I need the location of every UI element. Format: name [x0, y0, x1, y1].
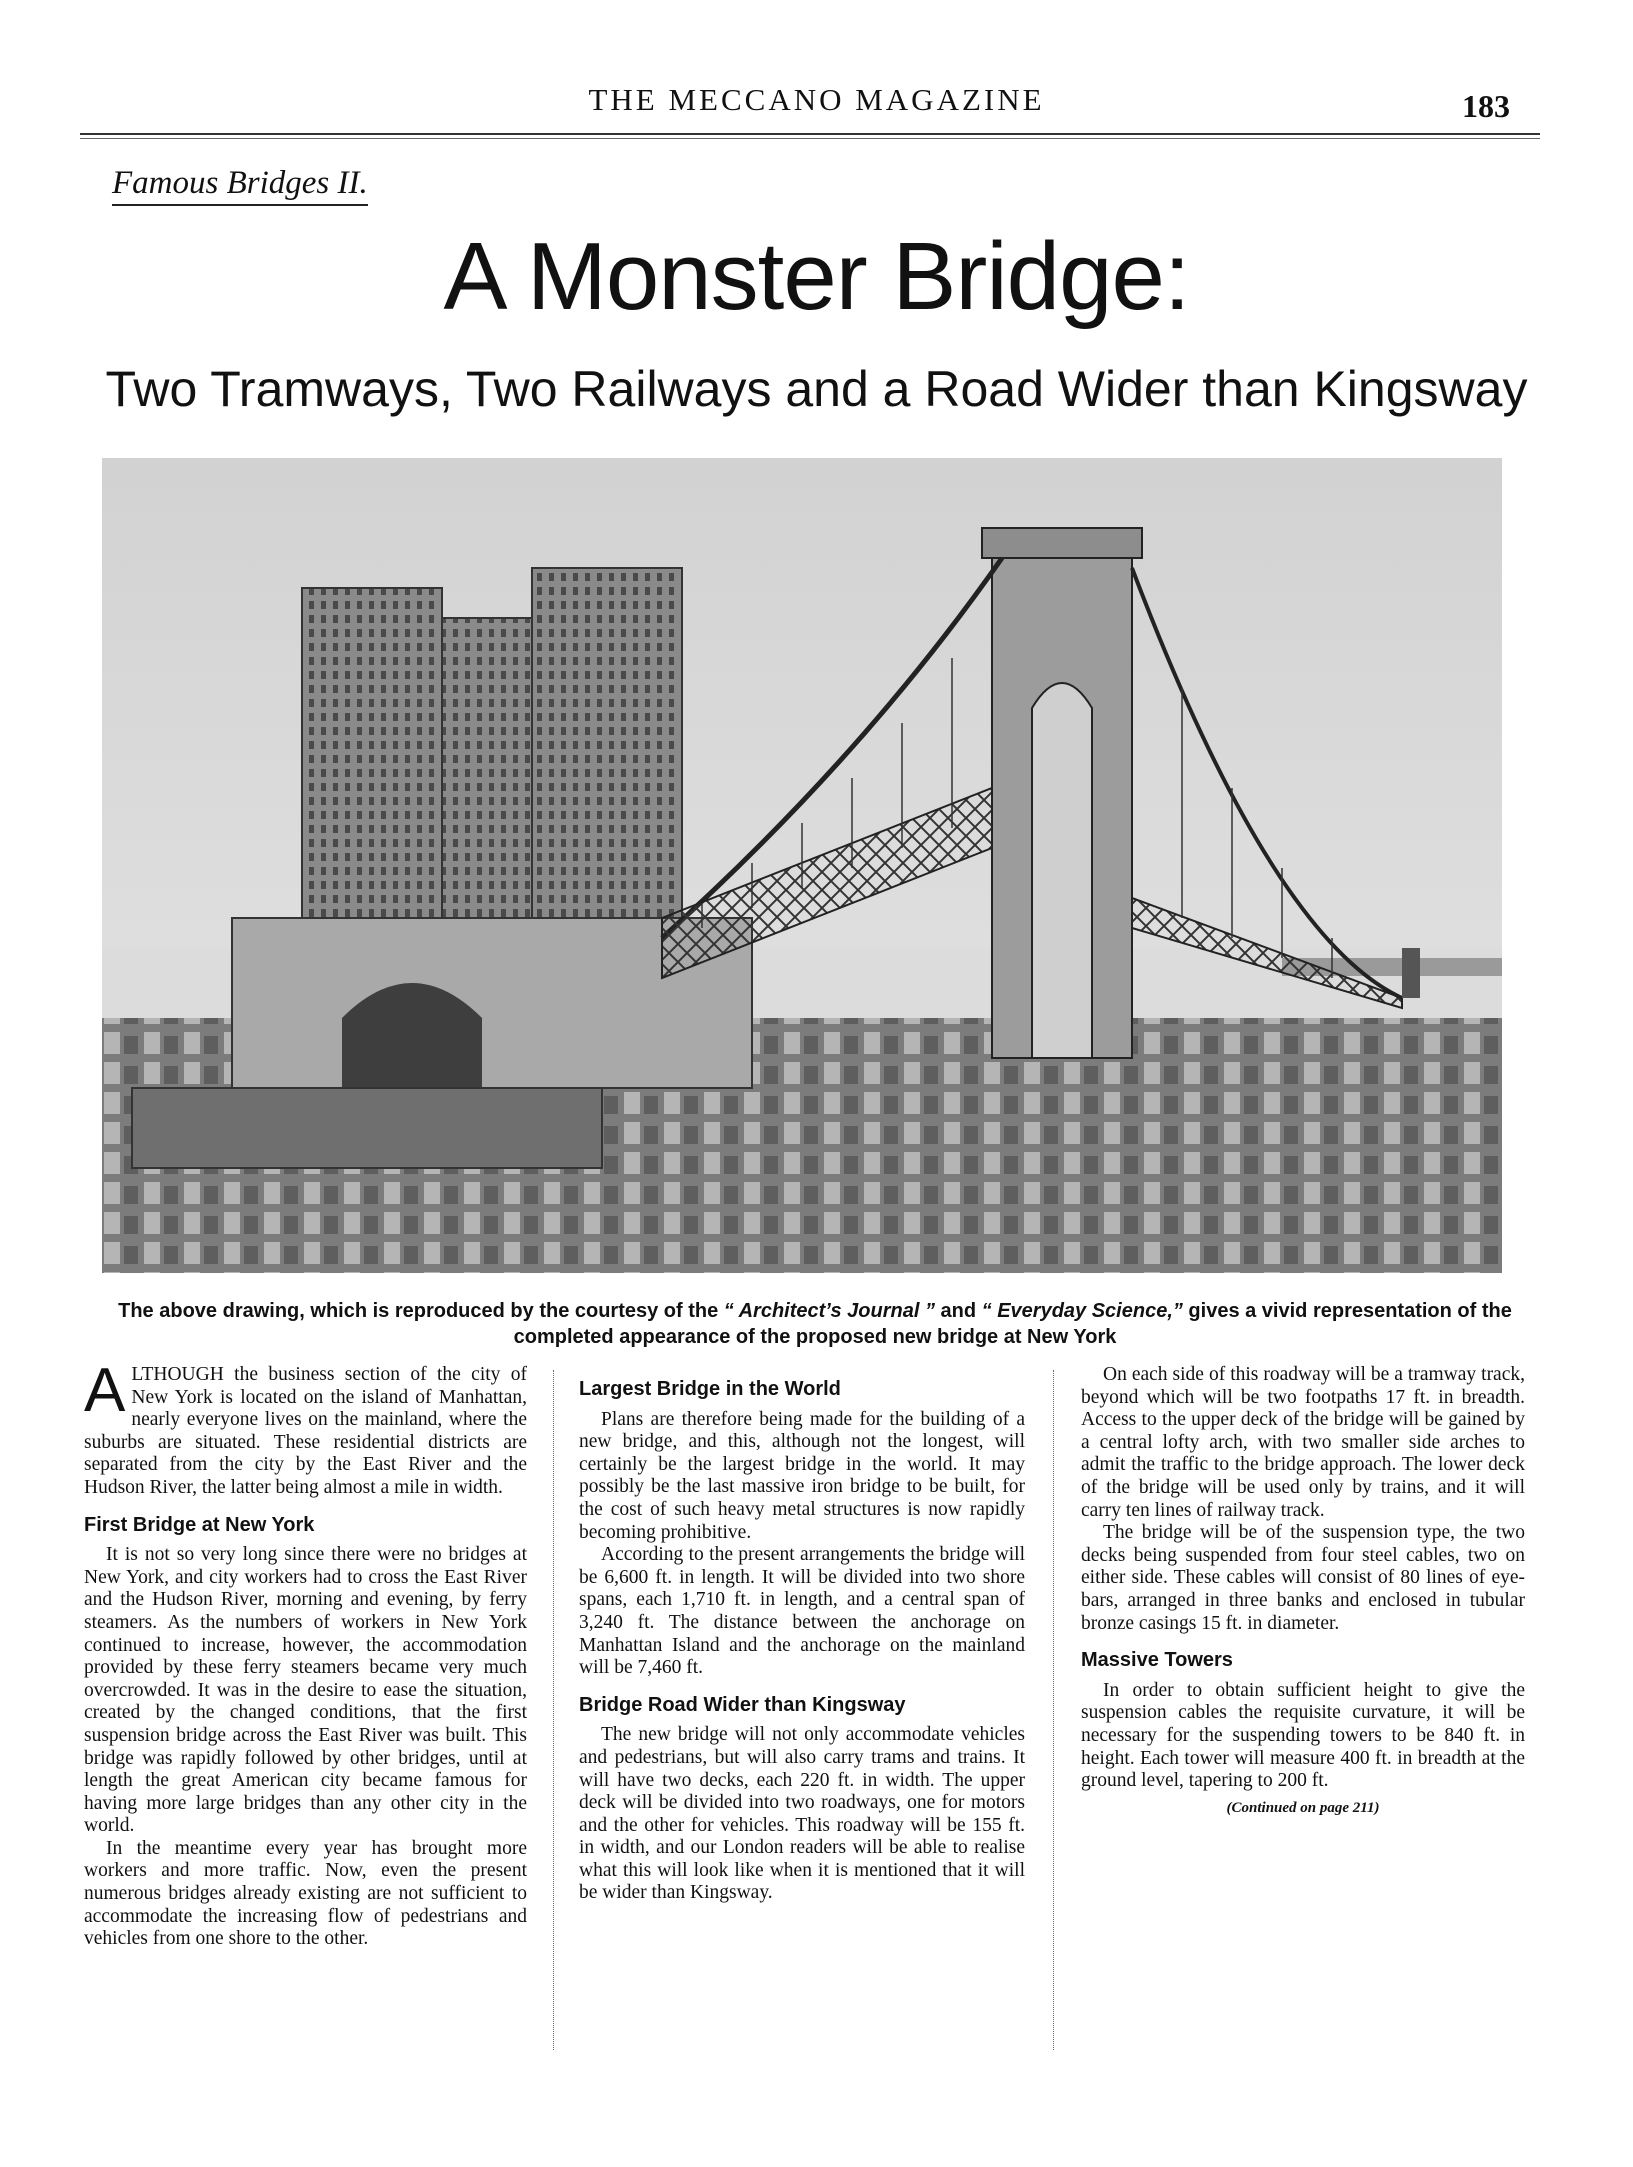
running-head: THE MECCANO MAGAZINE — [588, 82, 1045, 117]
paragraph: The new bridge will not only accommodate vehicles and pedestrians, but will also carry trams and trains. It will have two decks, each 220 ft. in width. The upper deck will be divided into two roadways, one for motors and the other for vehicles. This roadway will be 155 ft. in width, and our London readers will be able to realise what this will look like when it is mentioned that it will be wider than Kingsway. — [579, 1724, 1025, 1904]
paragraph: On each side of this roadway will be a tramway track, beyond which will be two footpaths 17 ft. in breadth. Access to the upper deck of the bridge will be gained by a central lofty arch, with two smaller side arches to admit the traffic to the bridge approach. The lower deck of the bridge will be used only by trains, and it will carry ten lines of railway track. — [1081, 1364, 1525, 1521]
continued-note: (Continued on page 211) — [1226, 1799, 1380, 1816]
section-heading: First Bridge at New York — [84, 1513, 315, 1536]
caption-journal-2: “ Everyday Science,” — [981, 1300, 1183, 1322]
section-heading: Bridge Road Wider than Kingsway — [579, 1693, 906, 1716]
illustration-caption — [75, 1298, 1555, 1350]
column-rule-1 — [553, 1370, 554, 2050]
caption-journal-1: “ Architect’s Journal ” — [723, 1300, 935, 1322]
caption-text-3: gives a vivid representation of the completed appearance of the proposed new bridge at New York — [513, 1300, 1512, 1348]
paragraph: The bridge will be of the suspension type, the two decks being suspended from four steel cables, two on either side. These cables will consist of 80 lines of eye-bars, arranged in three banks and enclosed in tubular bronze casings 15 ft. in diameter. — [1081, 1522, 1525, 1634]
series-label: Famous Bridges II. — [112, 165, 368, 206]
paragraph: In the meantime every year has brought more workers and more traffic. Now, even the present numerous bridges already existing are not sufficient to accommodate the increasing flow of pedestrians and vehicles from one shore to the other. — [84, 1837, 527, 1950]
caption-text-2: and — [934, 1300, 982, 1322]
article-subtitle: Two Tramways, Two Railways and a Road Wider than Kingsway — [105, 361, 1528, 417]
column-3 — [1081, 1364, 1525, 1819]
paragraph: ALTHOUGH the business section of the city of New York is located on the island of Manhattan, nearly everyone lives on the mainland, where the suburbs are situated. These residential districts are separated from the city by the East River and the Hudson River, the latter being almost a mile in width. — [84, 1356, 527, 1498]
column-rule-2 — [1053, 1370, 1054, 2050]
caption-text-1: The above drawing, which is reproduced by the courtesy of the — [118, 1300, 724, 1322]
column-1 — [84, 1356, 527, 1951]
drop-cap: A — [84, 1356, 126, 1425]
paragraph: Plans are therefore being made for the building of a new bridge, and this, although not the longest, will certainly be the largest bridge in the world. It may possibly be the last massive iron bridge to be built, for the cost of such heavy metal structures is now rapidly becoming prohibitive. — [579, 1408, 1025, 1543]
bridge-illustration — [102, 458, 1502, 1273]
paragraph: In order to obtain sufficient height to give the suspension cables the requisite curvature, it will be necessary for the suspending towers to be 840 ft. in height. Each tower will measure 400 ft. in breadth at the ground level, tapering to 200 ft. — [1081, 1679, 1525, 1792]
paragraph: According to the present arrangements the bridge will be 6,600 ft. in length. It will be divided into two shore spans, each 1,710 ft. in length, and a central span of 3,240 ft. The distance between the anchorage on Manhattan Island and the anchorage on the mainland will be 7,460 ft. — [579, 1544, 1025, 1679]
page-number: 183 — [1462, 88, 1510, 124]
article-title: A Monster Bridge: — [443, 223, 1190, 330]
header-rule — [80, 133, 1540, 135]
header-rule-secondary — [80, 138, 1540, 139]
column-2 — [579, 1364, 1025, 1905]
section-heading: Massive Towers — [1081, 1649, 1233, 1672]
paragraph: It is not so very long since there were no bridges at New York, and city workers had to cross the East River and the Hudson River, morning and evening, by ferry steamers. As the numbers of workers in New York continued to increase, however, the accommodation provided by these ferry steamers became very much overcrowded. It was in the desire to ease the situation, created by the changed conditions, that the first suspension bridge across the East River was built. This bridge was rapidly followed by other bridges, until at length the great American city became famous for having more large bridges than any other city in the world. — [84, 1544, 527, 1837]
section-heading: Largest Bridge in the World — [579, 1378, 841, 1400]
